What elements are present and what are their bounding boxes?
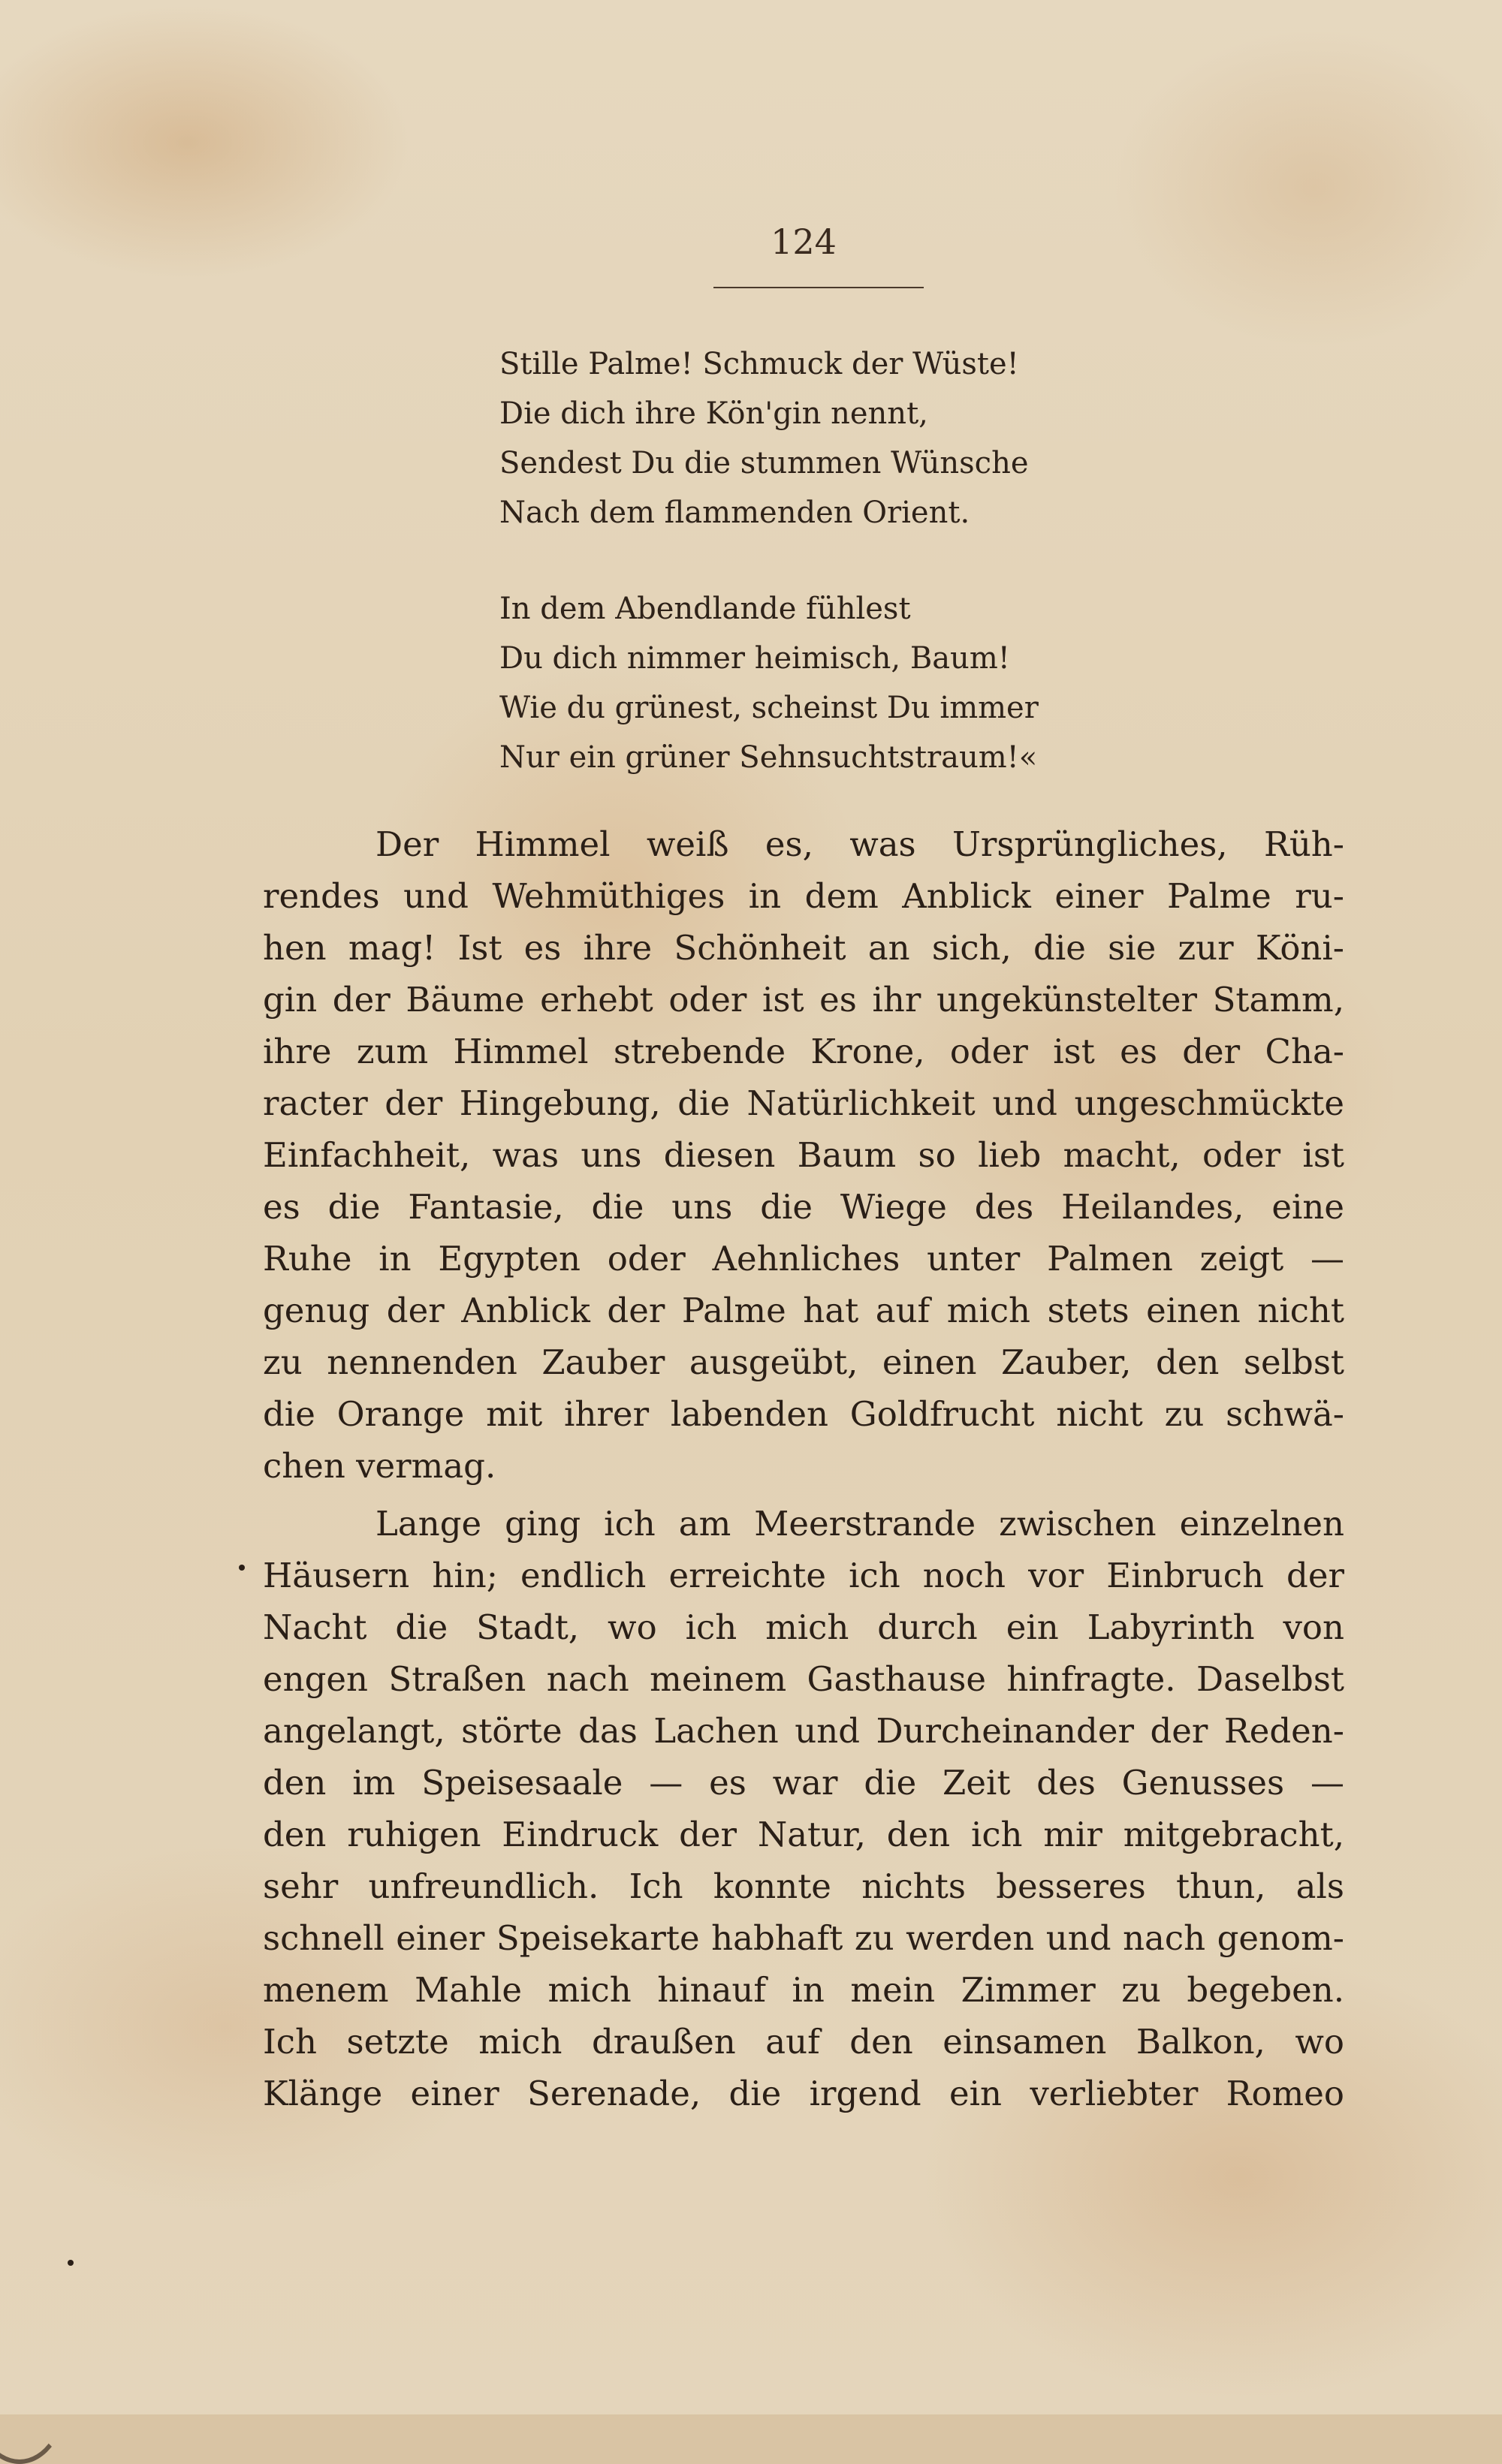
poem-line: In dem Abendlande fühlest <box>499 592 911 626</box>
page-number: 124 <box>771 221 837 262</box>
text-line: Einfachheit, was uns diesen Baum so lieb macht, oder ist <box>263 1135 1344 1175</box>
text-line: den ruhigen Eindruck der Natur, den ich mir mitgebracht, <box>263 1815 1344 1854</box>
text-line: Ruhe in Egypten oder Aehnliches unter Palmen zeigt — <box>263 1239 1344 1279</box>
page-corner-curl <box>0 2320 69 2464</box>
poem-line: Nach dem flammenden Orient. <box>499 496 970 530</box>
text-line: Ich setzte mich draußen auf den einsamen Balkon, wo <box>263 2022 1344 2062</box>
header-rule <box>713 287 924 288</box>
text-line: gin der Bäume erhebt oder ist es ihr ungekünstelter Stamm, <box>263 980 1344 1020</box>
text-line: racter der Hingebung, die Natürlichkeit und ungeschmückte <box>263 1083 1344 1123</box>
ink-speck <box>239 1565 245 1571</box>
text-line: Häusern hin; endlich erreichte ich noch vor Einbruch der <box>263 1556 1344 1595</box>
text-line: chen vermag. <box>263 1446 496 1486</box>
text-line: schnell einer Speisekarte habhaft zu werden und nach genom- <box>263 1918 1344 1958</box>
poem-stanza <box>499 339 1100 538</box>
poem-line: Stille Palme! Schmuck der Wüste! <box>499 347 1019 381</box>
text-line: die Orange mit ihrer labenden Goldfrucht nicht zu schwä- <box>263 1394 1344 1434</box>
poem-line: Die dich ihre Kön'gin nennt, <box>499 396 928 431</box>
text-line: engen Straßen nach meinem Gasthause hinfragte. Daselbst <box>263 1659 1344 1699</box>
poem-line: Sendest Du die stummen Wünsche <box>499 446 1029 480</box>
poem-stanza <box>499 584 1100 782</box>
text-line: rendes und Wehmüthiges in dem Anblick einer Palme ru- <box>263 876 1344 916</box>
paragraph <box>263 1498 1344 2119</box>
text-line: Klänge einer Serenade, die irgend ein verliebter Romeo <box>263 2074 1344 2113</box>
text-line: Nacht die Stadt, wo ich mich durch ein Labyrinth von <box>263 1607 1344 1647</box>
text-line: den im Speisesaale — es war die Zeit des Genusses — <box>263 1763 1344 1803</box>
text-line: sehr unfreundlich. Ich konnte nichts besseres thun, als <box>263 1866 1344 1906</box>
poem-line: Du dich nimmer heimisch, Baum! <box>499 641 1010 676</box>
poem <box>499 339 1100 829</box>
ink-speck <box>68 2260 74 2266</box>
body-text <box>263 818 1344 2125</box>
text-line: Lange ging ich am Meerstrande zwischen einzelnen <box>376 1504 1344 1544</box>
text-line: es die Fantasie, die uns die Wiege des Heilandes, eine <box>263 1187 1344 1227</box>
poem-line: Nur ein grüner Sehnsuchtstraum!« <box>499 740 1038 775</box>
text-line: ihre zum Himmel strebende Krone, oder ist es der Cha- <box>263 1032 1344 1071</box>
poem-line: Wie du grünest, scheinst Du immer <box>499 691 1039 725</box>
text-line: hen mag! Ist es ihre Schönheit an sich, die sie zur Köni- <box>263 928 1344 968</box>
text-line: genug der Anblick der Palme hat auf mich stets einen nicht <box>263 1291 1344 1330</box>
text-line: zu nennenden Zauber ausgeübt, einen Zauber, den selbst <box>263 1342 1344 1382</box>
text-line: angelangt, störte das Lachen und Durcheinander der Reden- <box>263 1711 1344 1751</box>
text-line: menem Mahle mich hinauf in mein Zimmer zu begeben. <box>263 1970 1344 2010</box>
text-line: Der Himmel weiß es, was Ursprüngliches, Rüh- <box>376 824 1344 864</box>
paragraph <box>263 818 1344 1492</box>
